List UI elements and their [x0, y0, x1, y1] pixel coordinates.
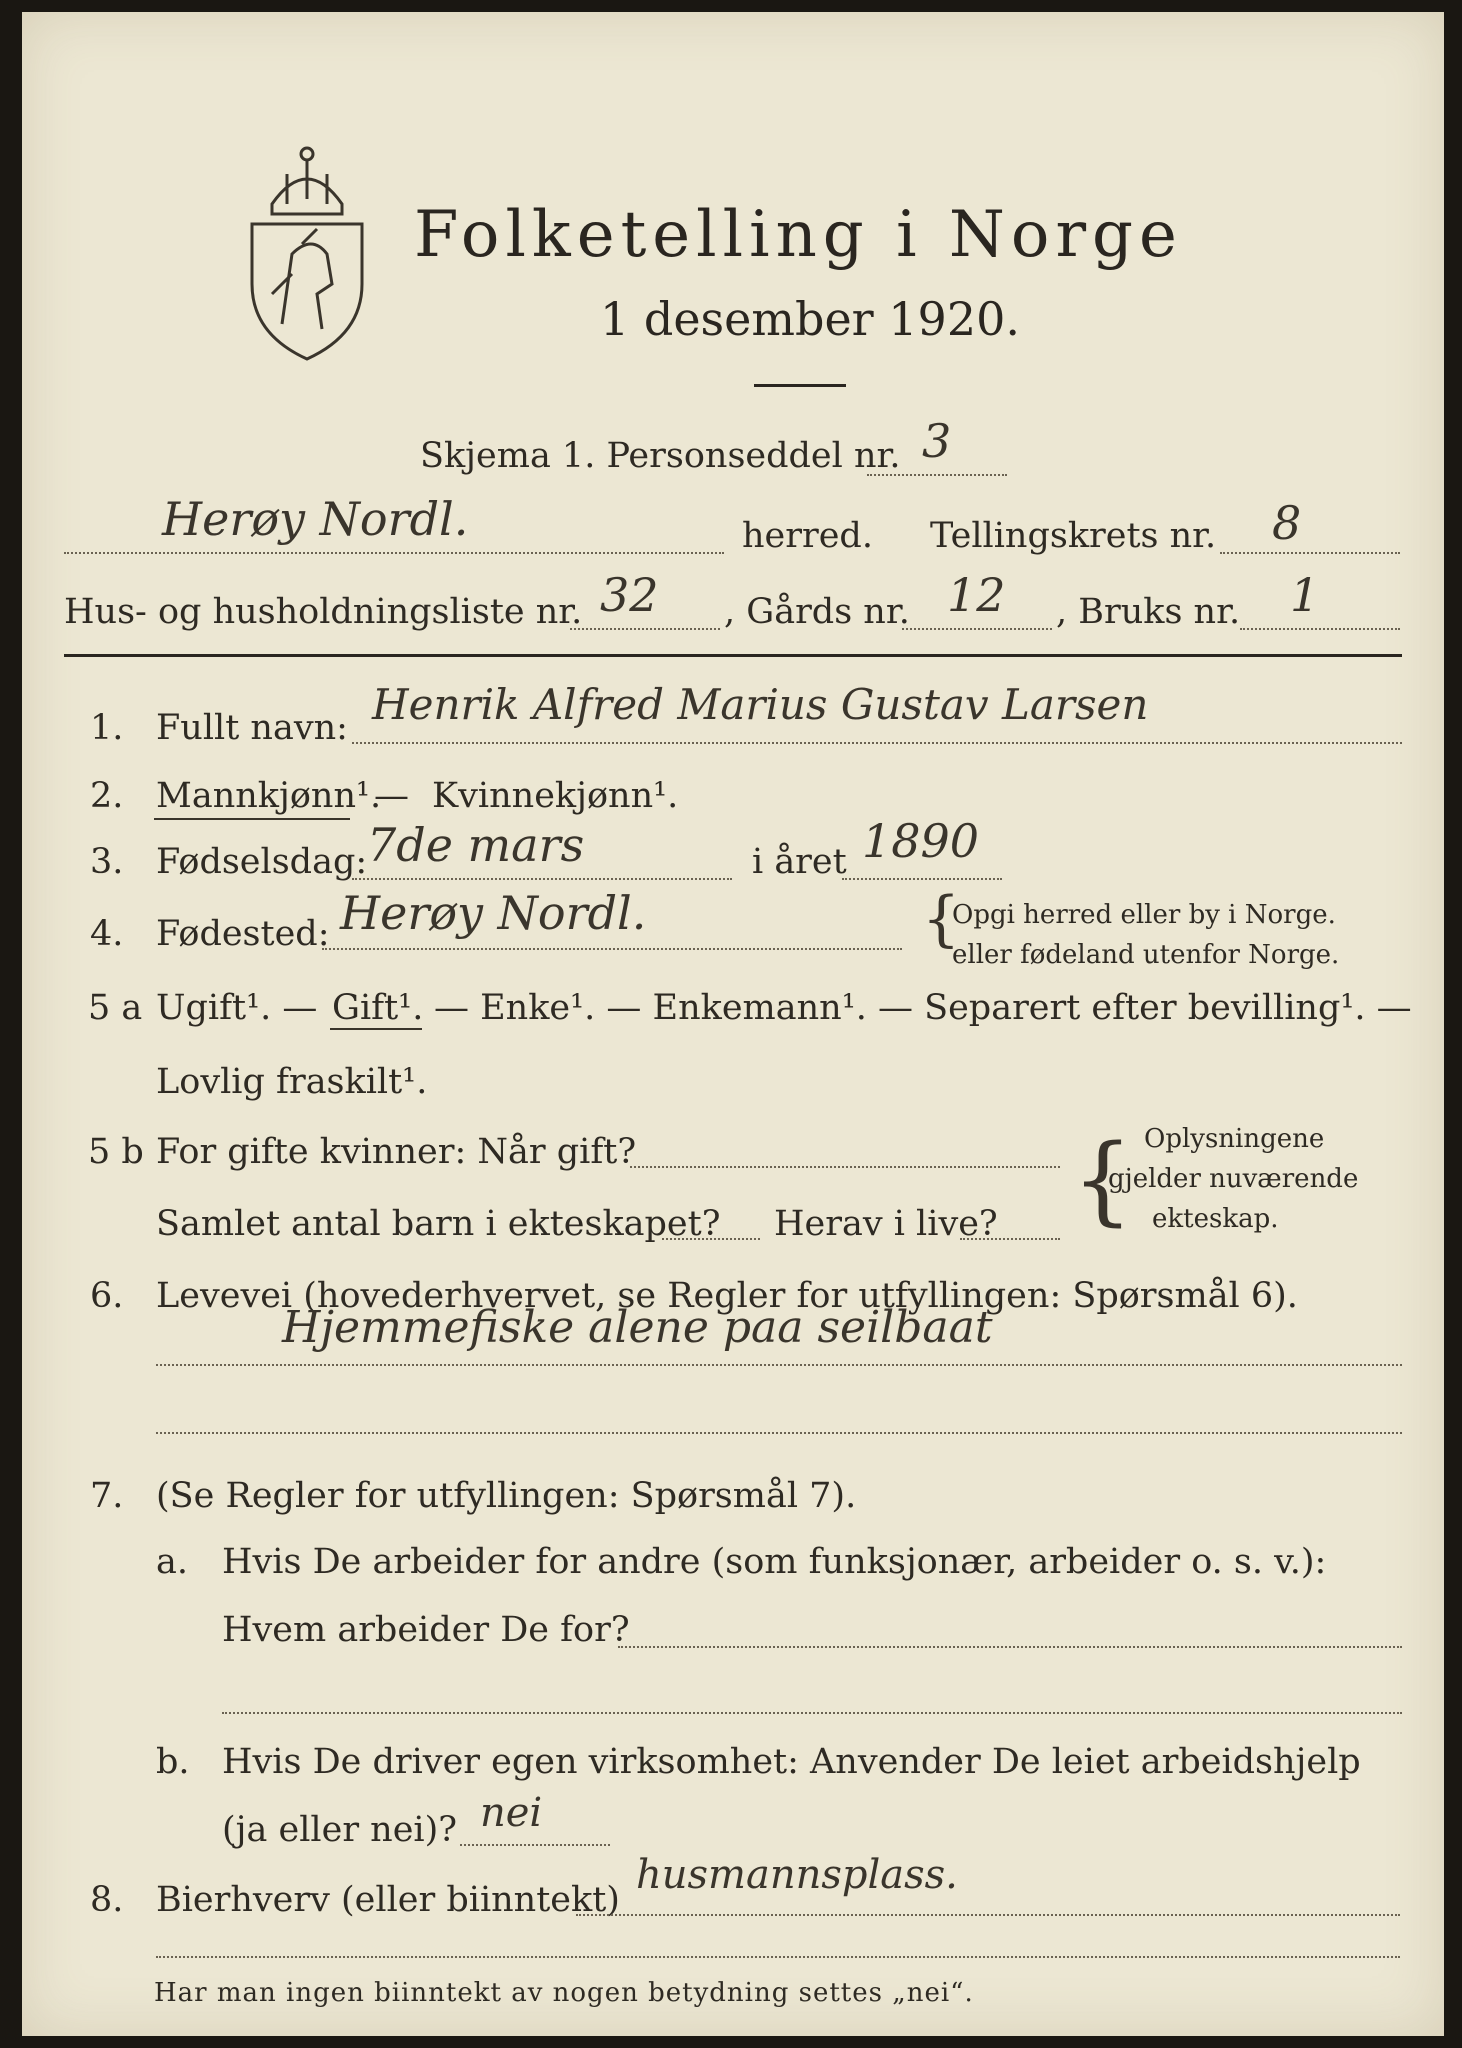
- q7-label: (Se Regler for utfyllingen: Spørsmål 7).: [156, 1476, 857, 1516]
- q5a-number: 5 a: [88, 988, 143, 1028]
- hired-help-value: nei: [480, 1790, 543, 1836]
- gift-selection-underline: [330, 1028, 422, 1030]
- schema-nr-value: 3: [922, 414, 952, 468]
- side-income-value: husmannsplass.: [636, 1852, 958, 1898]
- schema-label: Skjema 1. Personseddel nr.: [420, 436, 901, 476]
- gender-separator: —: [374, 776, 409, 816]
- q7b-letter: b.: [156, 1742, 190, 1782]
- bruks-label: , Bruks nr.: [1056, 592, 1241, 632]
- birthplace-value: Herøy Nordl.: [340, 886, 647, 940]
- birthday-field[interactable]: [352, 878, 732, 880]
- tellingskrets-field[interactable]: [1220, 552, 1400, 554]
- q8-label: Bierhverv (eller biinntekt): [156, 1880, 620, 1920]
- married-date-field[interactable]: [630, 1166, 1060, 1168]
- q4-note-line2: eller fødeland utenfor Norge.: [952, 940, 1340, 970]
- q5b-children-label: Samlet antal barn i ekteskapet?: [156, 1204, 721, 1244]
- q6-label: Levevei (hovederhvervet, se Regler for utfyllingen: Spørsmål 6).: [156, 1276, 1298, 1316]
- bruks-value: 1: [1290, 568, 1320, 622]
- full-name-value: Henrik Alfred Marius Gustav Larsen: [372, 680, 1149, 729]
- q4-number: 4.: [90, 914, 124, 954]
- full-name-field[interactable]: [352, 742, 1402, 744]
- q5b-label: For gifte kvinner: Når gift?: [156, 1132, 637, 1172]
- q7b-label: Hvis De driver egen virksomhet: Anvender De leiet arbeidshjelp: [222, 1742, 1361, 1782]
- occupation-field-line1[interactable]: [156, 1364, 1402, 1366]
- norwegian-coat-of-arms-icon: [232, 134, 382, 364]
- q1-number: 1.: [90, 708, 124, 748]
- q4-label: Fødested:: [156, 914, 330, 954]
- birthday-value: 7de mars: [367, 818, 585, 872]
- employer-field-line2[interactable]: [222, 1712, 1402, 1714]
- q7-number: 7.: [90, 1476, 124, 1516]
- title-divider: [754, 384, 846, 387]
- q5b-note-line3: ekteskap.: [1152, 1204, 1279, 1234]
- male-selection-underline: [154, 818, 350, 820]
- status-other-options: — Enke¹. — Enkemann¹. — Separert efter bevilling¹. —: [434, 988, 1412, 1028]
- status-fraskilt-option[interactable]: Lovlig fraskilt¹.: [156, 1062, 428, 1102]
- census-form-sheet: [22, 12, 1444, 2036]
- gender-male-option[interactable]: Mannkjønn¹.: [156, 776, 382, 816]
- q3-year-label: i året: [752, 842, 847, 882]
- occupation-value: Hjemmefiske alene paa seilbaat: [282, 1302, 993, 1353]
- bruks-field[interactable]: [1240, 628, 1400, 630]
- hus-label: Hus- og husholdningsliste nr.: [64, 592, 583, 632]
- children-alive-field[interactable]: [960, 1238, 1060, 1240]
- footer-note: Har man ingen biinntekt av nogen betydning settes „nei“.: [154, 1978, 974, 2008]
- birth-year-value: 1890: [862, 814, 980, 868]
- employer-field[interactable]: [618, 1646, 1402, 1648]
- gards-value: 12: [947, 568, 1006, 622]
- q7b-sub-label: (ja eller nei)?: [222, 1810, 458, 1850]
- q3-label: Fødselsdag:: [156, 842, 368, 882]
- tellingskrets-label: Tellingskrets nr.: [930, 516, 1217, 556]
- q5b-note-line2: gjelder nuværende: [1108, 1164, 1359, 1194]
- q8-number: 8.: [90, 1880, 124, 1920]
- q5b-number: 5 b: [88, 1132, 144, 1172]
- birthplace-field[interactable]: [322, 948, 902, 950]
- herred-field[interactable]: [64, 552, 724, 554]
- q5b-brace: {: [1072, 1124, 1134, 1236]
- occupation-field-line2[interactable]: [156, 1432, 1402, 1434]
- form-title: Folketelling i Norge: [414, 198, 1183, 272]
- q4-brace: {: [922, 884, 961, 954]
- hired-help-field[interactable]: [460, 1844, 610, 1846]
- header-divider: [64, 654, 1402, 657]
- q4-note-line1: Opgi herred eller by i Norge.: [952, 900, 1336, 930]
- gender-female-option[interactable]: Kvinnekjønn¹.: [432, 776, 679, 816]
- q6-number: 6.: [90, 1276, 124, 1316]
- side-income-field-line2[interactable]: [156, 1956, 1400, 1958]
- status-ugift-option[interactable]: Ugift¹. —: [156, 988, 318, 1028]
- q3-number: 3.: [90, 842, 124, 882]
- census-date: 1 desember 1920.: [600, 292, 1020, 346]
- q5b-note-line1: Oplysningene: [1144, 1124, 1325, 1154]
- q2-number: 2.: [90, 776, 124, 816]
- tellingskrets-value: 8: [1272, 496, 1302, 550]
- herred-label: herred.: [742, 516, 873, 556]
- herred-value: Herøy Nordl.: [162, 492, 469, 546]
- children-count-field[interactable]: [662, 1238, 760, 1240]
- side-income-field[interactable]: [576, 1914, 1400, 1916]
- q1-label: Fullt navn:: [156, 708, 348, 748]
- gards-field[interactable]: [902, 628, 1052, 630]
- q5b-alive-label: Herav i live?: [774, 1204, 998, 1244]
- birth-year-field[interactable]: [842, 878, 1002, 880]
- schema-nr-field[interactable]: [867, 474, 1007, 476]
- hus-field[interactable]: [570, 628, 720, 630]
- status-gift-option[interactable]: Gift¹.: [332, 988, 424, 1028]
- hus-value: 32: [600, 568, 659, 622]
- q7a-sub-label: Hvem arbeider De for?: [222, 1610, 630, 1650]
- gards-label: , Gårds nr.: [724, 592, 910, 632]
- q7a-letter: a.: [156, 1542, 188, 1582]
- q7a-label: Hvis De arbeider for andre (som funksjonær, arbeider o. s. v.):: [222, 1542, 1327, 1582]
